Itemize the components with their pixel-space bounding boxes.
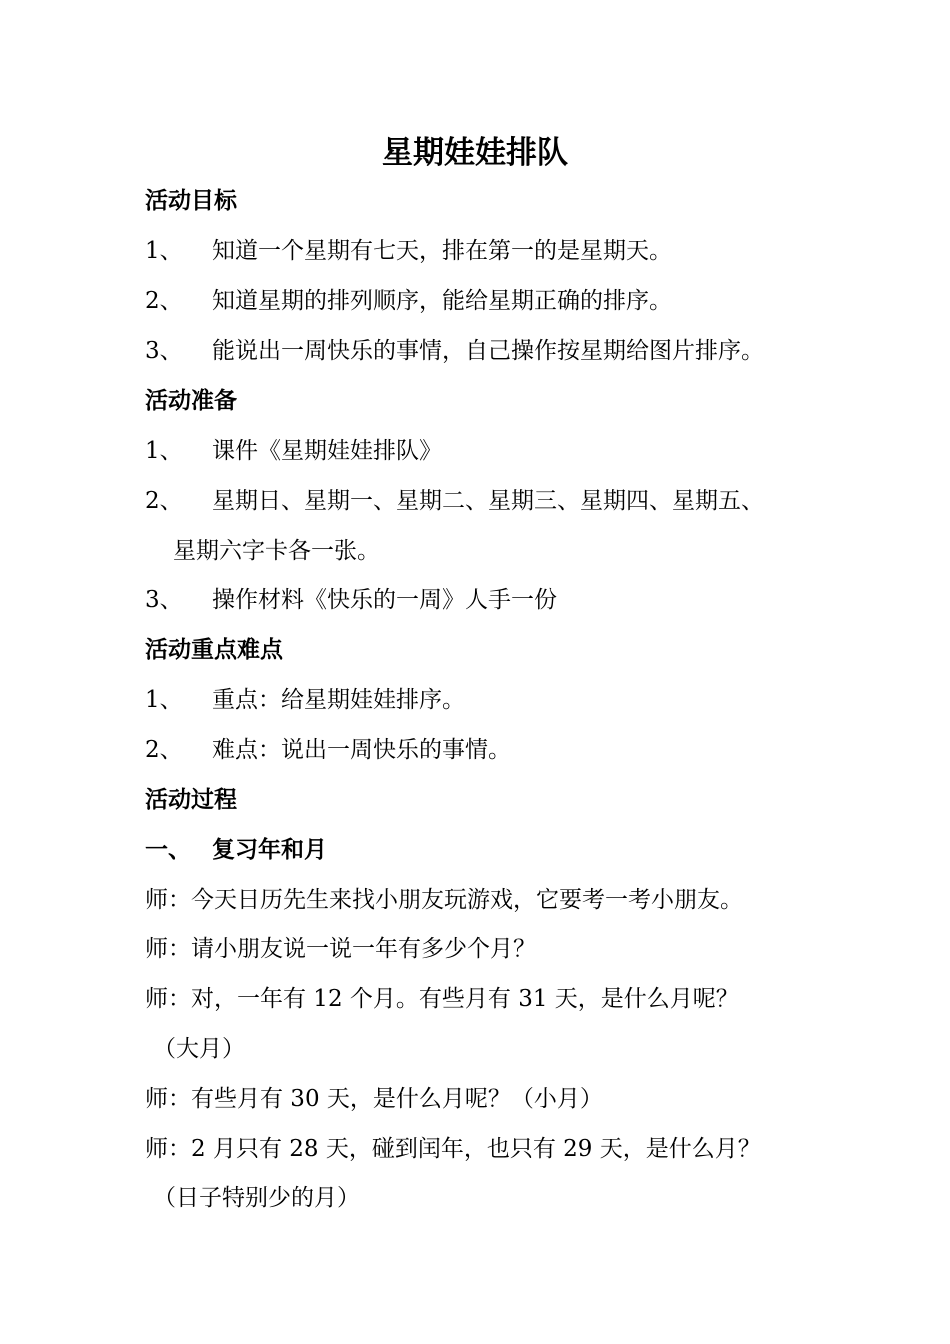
list-number: 1、	[145, 687, 183, 713]
prep-item-2-continuation: 星期六字卡各一张。	[173, 538, 380, 564]
list-text: 知道星期的排列顺序，能给星期正确的排序。	[212, 288, 672, 314]
list-number: 2、	[145, 288, 183, 314]
list-number: 1、	[145, 238, 183, 264]
list-text: 能说出一周快乐的事情，自己操作按星期给图片排序。	[212, 338, 764, 364]
section-heading-key-points: 活动重点难点	[145, 637, 283, 663]
list-number: 3、	[145, 338, 183, 364]
prep-item-1	[145, 431, 845, 471]
list-text: 星期日、星期一、星期二、星期三、星期四、星期五、	[212, 488, 764, 514]
list-text: 课件《星期娃娃排队》	[212, 438, 442, 464]
dialogue-line-2: 师：请小朋友说一说一年有多少个月？	[145, 936, 536, 962]
section-heading-process: 活动过程	[145, 787, 237, 813]
section-heading-goals: 活动目标	[145, 188, 237, 214]
key-item-2	[145, 730, 845, 770]
document-title: 星期娃娃排队	[382, 135, 568, 171]
dialogue-line-1: 师：今天日历先生来找小朋友玩游戏，它要考一考小朋友。	[145, 887, 743, 913]
prep-item-2	[145, 481, 845, 521]
process-section-1-heading	[145, 830, 845, 870]
goal-item-2	[145, 281, 845, 321]
list-text: 难点：说出一周快乐的事情。	[212, 737, 511, 763]
list-number: 3、	[145, 587, 183, 613]
section-title: 复习年和月	[212, 837, 327, 863]
key-item-1	[145, 680, 845, 720]
section-heading-prep: 活动准备	[145, 388, 237, 414]
goal-item-3	[145, 331, 845, 371]
list-number: 2、	[145, 737, 183, 763]
section-number: 一、	[145, 837, 191, 863]
list-number: 2、	[145, 488, 183, 514]
dialogue-line-3-answer: （大月）	[153, 1036, 245, 1062]
dialogue-line-3: 师：对，一年有 12 个月。有些月有 31 天，是什么月呢？	[145, 986, 739, 1012]
list-text: 操作材料《快乐的一周》人手一份	[212, 587, 557, 613]
dialogue-line-5-answer: （日子特别少的月）	[153, 1185, 360, 1211]
dialogue-line-5: 师：2 月只有 28 天，碰到闰年，也只有 29 天，是什么月？	[145, 1136, 761, 1162]
list-text: 重点：给星期娃娃排序。	[212, 687, 465, 713]
list-text: 知道一个星期有七天，排在第一的是星期天。	[212, 238, 672, 264]
dialogue-line-4: 师：有些月有 30 天，是什么月呢？（小月）	[145, 1086, 603, 1112]
goal-item-1	[145, 231, 845, 271]
list-number: 1、	[145, 438, 183, 464]
prep-item-3	[145, 580, 845, 620]
